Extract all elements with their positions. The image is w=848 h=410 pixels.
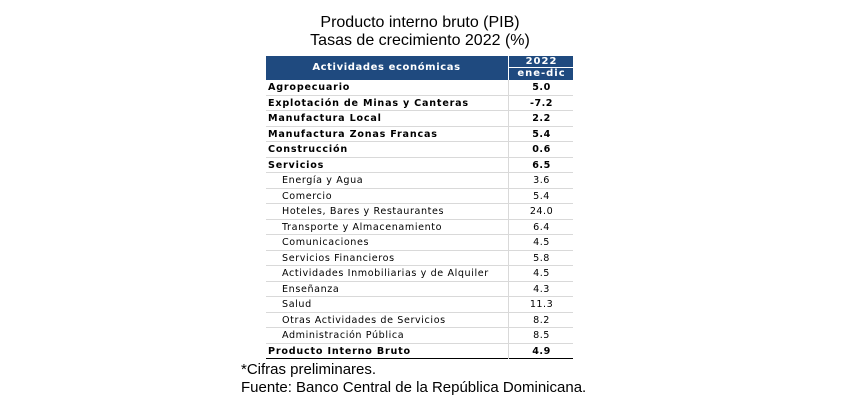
row-label: Actividades Inmobiliarias y de Alquiler — [282, 268, 489, 279]
table-row — [266, 235, 573, 251]
header-period: ene-dic — [508, 68, 574, 80]
row-value: 8.5 — [508, 328, 574, 343]
table-subtitle: Tasas de crecimiento 2022 (%) — [310, 32, 530, 49]
table-row — [266, 158, 573, 174]
table-row — [266, 189, 573, 205]
table-row — [266, 204, 573, 220]
header-year: 2022 — [508, 56, 574, 68]
row-value: 4.5 — [508, 235, 574, 250]
table-row — [266, 142, 573, 158]
table-row — [266, 111, 573, 127]
table-row — [266, 251, 573, 267]
row-value: 4.5 — [508, 266, 574, 281]
table-header — [266, 56, 573, 80]
table-row — [266, 127, 573, 143]
table-row — [266, 173, 573, 189]
row-value: 0.6 — [508, 142, 574, 157]
table-row — [266, 220, 573, 236]
row-value: 3.6 — [508, 173, 574, 188]
table-row — [266, 297, 573, 313]
row-label: Manufactura Zonas Francas — [268, 128, 438, 140]
row-label: Construcción — [268, 144, 349, 155]
row-value: 8.2 — [508, 313, 574, 328]
row-label: Servicios — [268, 159, 325, 171]
table-row — [266, 313, 573, 329]
row-value: 4.3 — [508, 282, 574, 297]
row-value: 5.8 — [508, 251, 574, 266]
row-value: 24.0 — [508, 204, 574, 219]
row-value: 6.4 — [508, 220, 574, 235]
table-row-total — [266, 344, 573, 360]
row-value: 4.9 — [508, 344, 574, 359]
row-value: 5.4 — [508, 189, 574, 204]
table-row — [266, 328, 573, 344]
row-label: Agropecuario — [268, 82, 351, 93]
gdp-growth-table — [266, 56, 573, 359]
row-label: Comunicaciones — [282, 237, 370, 248]
row-label: Energía y Agua — [282, 175, 364, 186]
row-label: Explotación de Minas y Canteras — [268, 97, 469, 109]
row-value: 5.4 — [508, 127, 574, 142]
row-value: 11.3 — [508, 297, 574, 312]
table-row — [266, 266, 573, 282]
row-label: Enseñanza — [282, 283, 340, 295]
row-value: 5.0 — [508, 80, 574, 95]
row-label: Salud — [282, 299, 312, 310]
row-label: Otras Actividades de Servicios — [282, 314, 446, 326]
row-label: Hoteles, Bares y Restaurantes — [282, 206, 445, 217]
table-row — [266, 282, 573, 298]
table-row — [266, 80, 573, 96]
row-label: Servicios Financieros — [282, 252, 395, 264]
row-label: Administración Pública — [282, 330, 405, 341]
source-note: Fuente: Banco Central de la República Dominicana. — [241, 379, 587, 396]
preliminary-note: *Cifras preliminares. — [241, 361, 377, 378]
row-value: -7.2 — [508, 96, 574, 111]
row-value: 6.5 — [508, 158, 574, 173]
table-row — [266, 96, 573, 112]
row-label: Comercio — [282, 190, 333, 202]
row-label: Transporte y Almacenamiento — [282, 221, 443, 233]
header-activity: Actividades económicas — [312, 62, 461, 73]
row-value: 2.2 — [508, 111, 574, 126]
row-label: Producto Interno Bruto — [268, 345, 411, 357]
row-label: Manufactura Local — [268, 113, 382, 124]
table-title: Producto interno bruto (PIB) — [320, 14, 520, 31]
